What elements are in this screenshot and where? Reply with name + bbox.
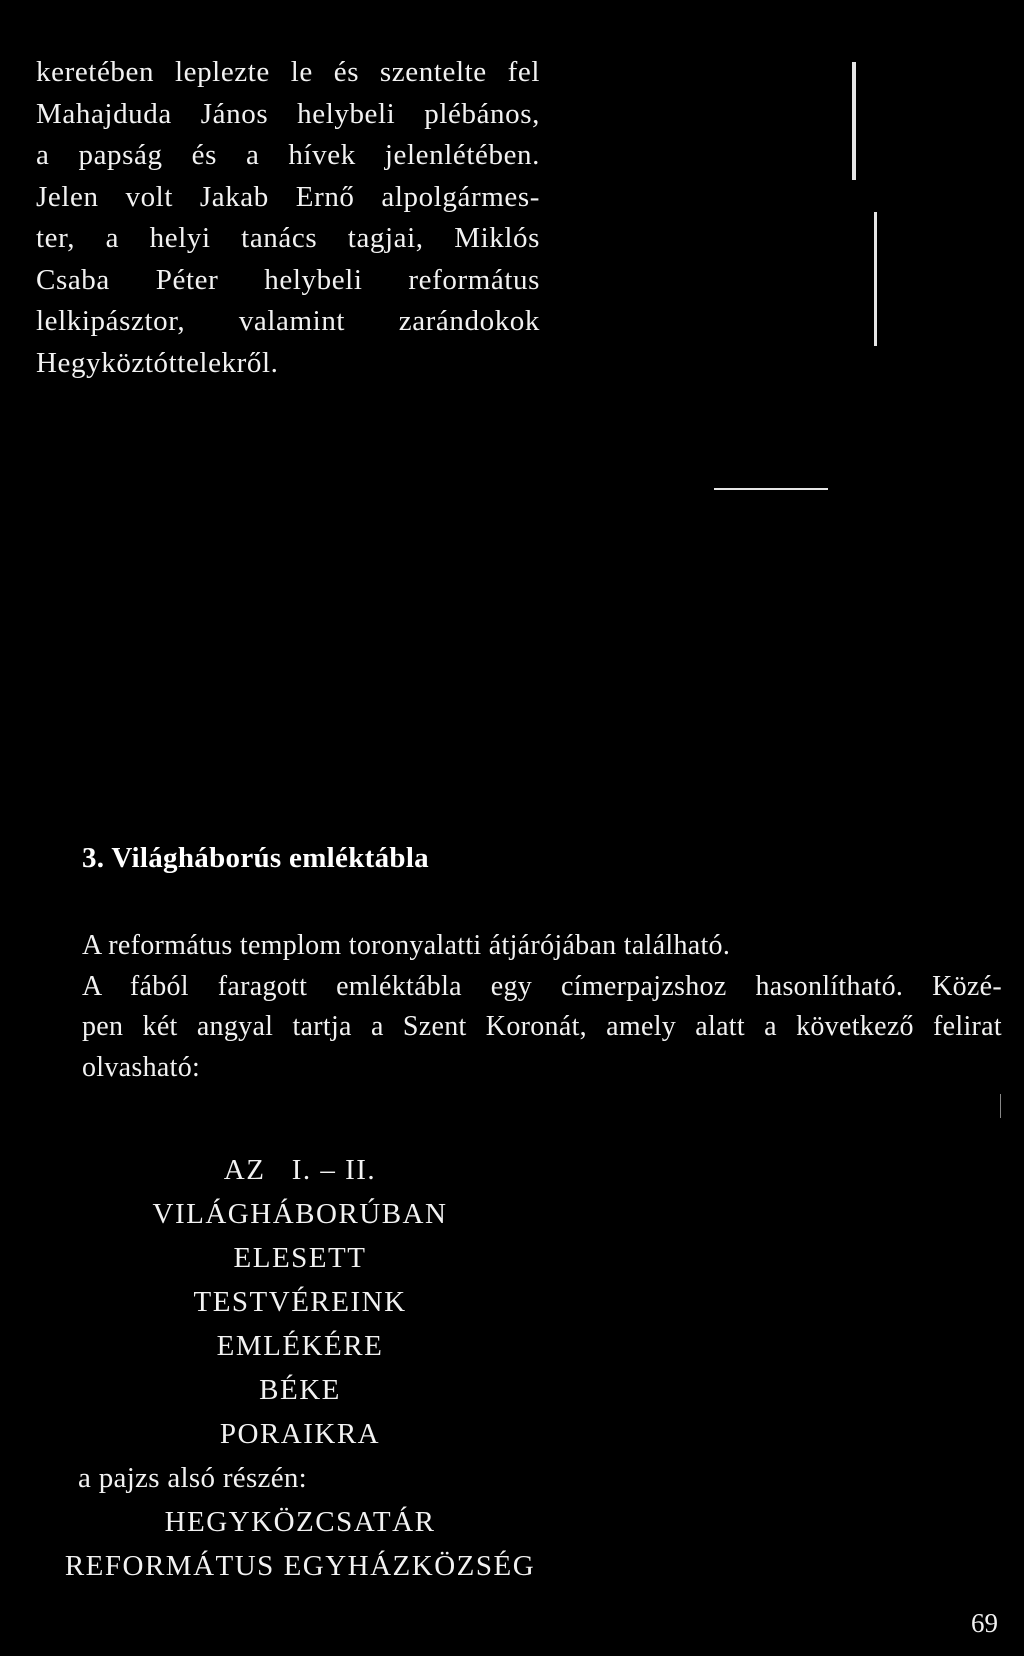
inscription-line: HEGYKÖZCSATÁR: [164, 1506, 436, 1538]
intro-line: Hegyköztóttelekről.: [36, 346, 279, 379]
inscription-line: TESTVÉREINK: [193, 1286, 407, 1318]
paragraph-line: pen két angyal tartja a Szent Koronát, amely alatt a következő felirat: [82, 1011, 1002, 1042]
scan-artifact-bar: [852, 62, 856, 180]
paragraph-line: olvasható:: [82, 1051, 201, 1083]
intro-line: ter, a helyi tanács tagjai, Miklós: [36, 222, 540, 254]
scan-artifact-mark: [1000, 1094, 1001, 1118]
inscription-note: a pajzs alsó részén:: [78, 1462, 308, 1494]
intro-line: Jelen volt Jakab Ernő alpolgármes-: [36, 180, 540, 213]
inscription-line: BÉKE: [259, 1374, 341, 1406]
intro-line: lelkipásztor, valamint zarándokok: [36, 305, 540, 337]
scan-artifact-line: [714, 488, 828, 490]
inscription-line: EMLÉKÉRE: [216, 1330, 384, 1362]
inscription-line: AZ I. – II.: [223, 1154, 377, 1186]
description-paragraph: [82, 926, 1002, 1088]
inscription-line: VILÁGHÁBORÚBAN: [152, 1198, 448, 1230]
inscription-line: REFORMÁTUS EGYHÁZKÖZSÉG: [64, 1550, 536, 1582]
page-number: 69: [971, 1608, 998, 1638]
inscription-block: [40, 1148, 560, 1588]
intro-paragraph: [36, 52, 540, 384]
inscription-line: PORAIKRA: [219, 1418, 381, 1450]
paragraph-line: A fából faragott emléktábla egy címerpajzshoz hasonlítható. Közé-: [82, 970, 1002, 1002]
scan-artifact-bar: [874, 212, 877, 346]
paragraph-line: A református templom toronyalatti átjárójában található.: [82, 930, 731, 961]
section-heading: 3. Világháborús emléktábla: [82, 842, 429, 874]
intro-line: Csaba Péter helybeli református: [36, 263, 540, 296]
inscription-line: ELESETT: [233, 1242, 367, 1274]
intro-line: keretében leplezte le és szentelte fel: [36, 56, 540, 88]
intro-line: Mahajduda János helybeli plébános,: [36, 97, 540, 130]
intro-line: a papság és a hívek jelenlétében.: [36, 139, 540, 171]
